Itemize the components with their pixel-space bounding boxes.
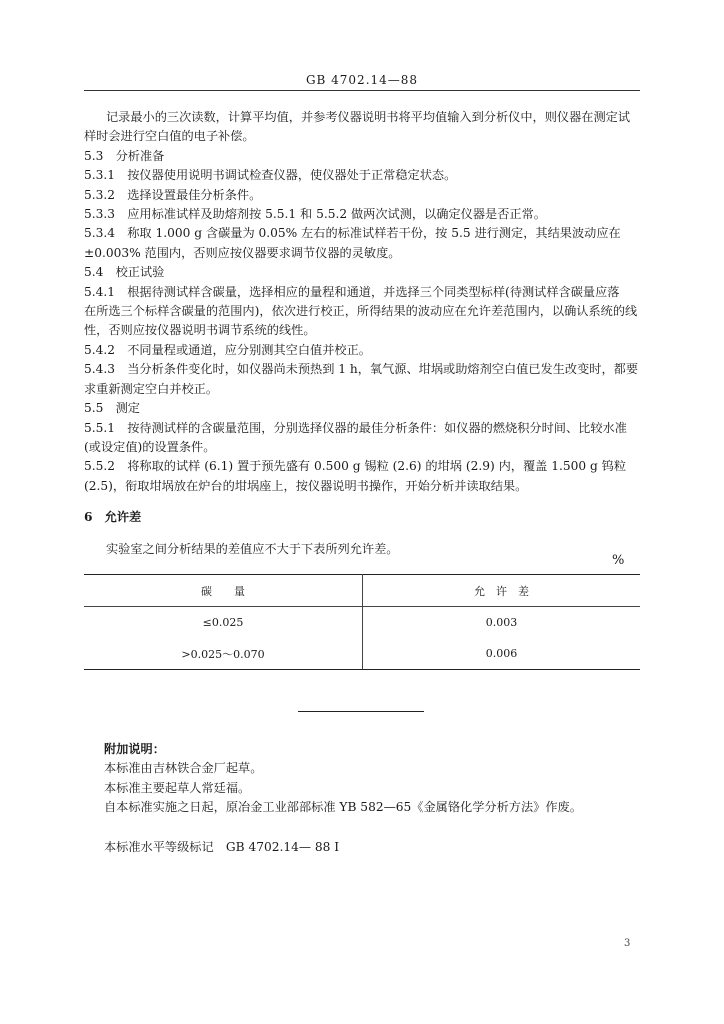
- end-rule: [298, 711, 424, 712]
- clause-line: 5.4.2 不同量程或通道，应分别测其空白值并校正。: [84, 342, 371, 357]
- clause-line: 5.3.1 按仪器使用说明书调试检查仪器，使仪器处于正常稳定状态。: [84, 168, 457, 183]
- carbon-range-cell: ≤0.025: [84, 607, 363, 639]
- note-line: 本标准由吉林铁合金厂起草。: [104, 761, 263, 776]
- standard-level-mark: 本标准水平等级标记 GB 4702.14— 88 Ⅰ: [104, 840, 340, 854]
- clause-line: 5.3.4 称取 1.000 g 含碳量为 0.05% 左右的标准试样若干份，按 5.5 进行测定，其结果波动应在: [84, 226, 621, 241]
- clause-line: 5.5.2 将称取的试样 (6.1) 置于预先盛有 0.500 g 锡粒 (2.6) 的坩埚 (2.9) 内，覆盖 1.500 g 钨粒: [84, 459, 627, 474]
- clause-line: 5.5.1 按待测试样的含碳量范围，分别选择仪器的最佳分析条件：如仪器的燃烧积分时间、比较水准: [84, 420, 627, 435]
- clause-line: ±0.003% 范围内，否则应按仪器要求调节仪器的灵敏度。: [84, 245, 401, 260]
- tolerance-cell: 0.003: [485, 616, 518, 629]
- section-6-title: 6 允许差: [84, 510, 142, 525]
- clause-line: 5.3.3 应用标准试样及助熔剂按 5.5.1 和 5.5.2 做两次试测，以确定仪器是否正常。: [84, 207, 546, 222]
- note-line: 本标准主要起草人常廷福。: [104, 780, 251, 795]
- table-unit: %: [612, 553, 625, 568]
- clause-line: (2.5)，衔取坩埚放在炉台的坩埚座上，按仪器说明书操作，开始分析并读取结果。: [84, 478, 528, 493]
- clause-line: 5.3.2 选择设置最佳分析条件。: [84, 187, 262, 202]
- page-number: 3: [624, 938, 631, 949]
- body-text: [84, 108, 642, 559]
- tolerance-cell: 0.006: [363, 638, 641, 670]
- clause-line: 5.4.1 根据待测试样含碳量，选择相应的量程和通道，并选择三个同类型标样(待测试样含碳量应落: [84, 284, 620, 299]
- clause-line: 在所选三个标样含碳量的范围内)，依次进行校正，所得结果的波动应在允许差范围内，以确认系统的线: [84, 304, 638, 319]
- note-line: 自本标准实施之日起，原冶金工业部部标准 YB 582—65《金属铬化学分析方法》作废。: [104, 800, 582, 815]
- table-header-tolerance: 允 许 差: [363, 575, 641, 607]
- clause-line: 性，否则应按仪器说明书调节系统的线性。: [84, 323, 316, 338]
- additional-notes: [104, 740, 582, 818]
- paragraph-line: 样时会进行空白值的电子补偿。: [84, 129, 255, 144]
- section-heading: 5.3 分析准备: [84, 148, 165, 163]
- running-header: GB 4702.14—88: [305, 73, 419, 87]
- section-heading: 5.4 校正试验: [84, 265, 165, 280]
- section-heading: 5.5 测定: [84, 401, 140, 416]
- table-header-carbon: 碳 量: [84, 575, 363, 607]
- carbon-range-cell: >0.025～0.070: [84, 638, 363, 670]
- clause-line: (或设定值)的设置条件。: [84, 439, 216, 454]
- notes-title: 附加说明：: [104, 742, 165, 756]
- paragraph-line: 记录最小的三次读数，计算平均值，并参考仪器说明书将平均值输入到分析仪中，则仪器在测定试: [106, 110, 631, 124]
- table-row: [84, 638, 640, 670]
- section-6-intro: 实验室之间分析结果的差值应不大于下表所列允许差。: [106, 541, 399, 556]
- tolerance-table: [84, 574, 640, 670]
- clause-line: 5.4.3 当分析条件变化时，如仪器尚未预热到 1 h，氧气源、坩埚或助熔剂空白值已发生改变时，都要: [84, 362, 639, 377]
- table-row: [84, 607, 640, 639]
- header-rule: [84, 90, 640, 91]
- clause-line: 求重新测定空白并校正。: [84, 381, 219, 396]
